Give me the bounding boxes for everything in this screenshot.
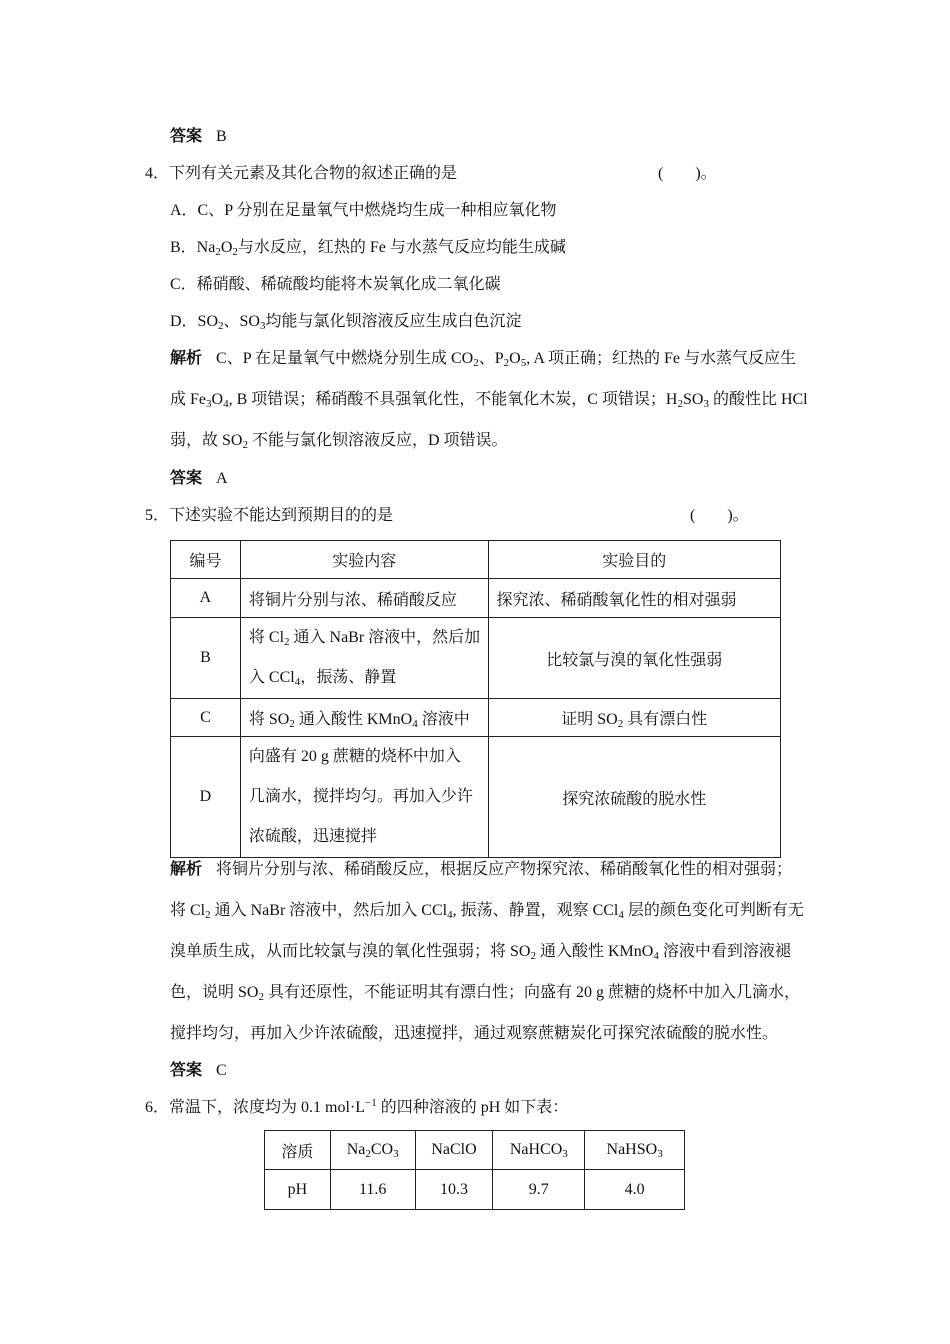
answer-label: 答案 bbox=[170, 128, 203, 145]
q4-stem bbox=[145, 164, 457, 184]
q4-analysis-line-3: 弱，故 $SO_2$ 不能与氯化钡溶液反应，D 项错误。 bbox=[170, 432, 508, 451]
q3-answer bbox=[170, 127, 227, 147]
q5-stem bbox=[145, 506, 393, 526]
header-purpose: 实验目的 bbox=[488, 541, 781, 579]
answer-value: B bbox=[216, 128, 227, 145]
q5-analysis-line-3: 溴单质生成，从而比较氯与溴的氧化性强弱；将 $SO_2$ 通入酸性 KMnO$_4$ 溶液中看到溶液褪 bbox=[170, 943, 791, 962]
q5-answer bbox=[170, 1061, 227, 1081]
q4-option-b: B．$Na_2O_2$与水反应，红热的 Fe 与水蒸气反应均能生成碱 bbox=[170, 239, 566, 258]
q4-option-a: A．C、P 分别在足量氧气中燃烧均生成一种相应氧化物 bbox=[170, 202, 557, 219]
table-header-row bbox=[171, 541, 781, 579]
table-row: D 向盛有 20 g 蔗糖的烧杯中加入 几滴水，搅拌均匀。再加入少许 浓硫酸，迅速搅拌 探究浓硫酸的脱水性 bbox=[171, 737, 781, 858]
answer-value: A bbox=[216, 470, 228, 487]
q5-analysis-line-5: 搅拌均匀，再加入少许浓硫酸，迅速搅拌，通过观察蔗糖炭化可探究浓硫酸的脱水性。 bbox=[170, 1025, 779, 1042]
q5-analysis-line-1: 解析 将铜片分别与浓、稀硝酸反应，根据反应产物探究浓、稀硝酸氧化性的相对强弱； bbox=[170, 861, 793, 878]
question-number: 6． bbox=[145, 1099, 170, 1116]
header-id: 编号 bbox=[171, 541, 241, 579]
q4-option-d: D．$SO_2$、$SO_3$均能与氯化钡溶液反应生成白色沉淀 bbox=[170, 313, 522, 332]
analysis-label: 解析 bbox=[170, 350, 203, 367]
header-content: 实验内容 bbox=[240, 541, 488, 579]
answer-label: 答案 bbox=[170, 470, 203, 487]
q6-stem: 6．常温下，浓度均为 0.1 $mol\cdot L^{-1}$ 的四种溶液的 pH 如下表： bbox=[145, 1097, 569, 1116]
q5-answer-paren: ( )。 bbox=[690, 507, 749, 524]
q4-analysis-line-1: 解析 C、P 在足量氧气中燃烧分别生成 $CO_2$、$P_2O_5$, A 项正确；红热的 Fe 与水蒸气反应生 bbox=[170, 350, 796, 369]
q5-analysis-line-4: 色，说明 $SO_2$ 具有还原性，不能证明其有漂白性；向盛有 20 g 蔗糖的烧杯中加入几滴水， bbox=[170, 984, 800, 1003]
q4-answer-paren: ( )。 bbox=[658, 165, 717, 182]
answer-value: C bbox=[216, 1062, 227, 1079]
table-row: pH 11.6 10.3 9.7 4.0 bbox=[265, 1170, 685, 1210]
q6-ph-table bbox=[264, 1130, 685, 1210]
question-number: 4． bbox=[145, 165, 170, 182]
table-row: C 将 $SO_2$ 通入酸性 KMnO$_4$ 溶液中 证明 $SO_2$ 具有漂白性 bbox=[171, 699, 781, 737]
question-text: 下述实验不能达到预期目的的是 bbox=[169, 507, 394, 524]
q4-analysis-line-2: 成 $Fe_3O_4$, B 项错误；稀硝酸不具强氧化性，不能氧化木炭，C 项错误；$H_2SO_3$ 的酸性比 HCl bbox=[170, 391, 808, 410]
table-row: A 将铜片分别与浓、稀硝酸反应 探究浓、稀硝酸氧化性的相对强弱 bbox=[171, 579, 781, 618]
table-row: B 将 $Cl_2$ 通入 NaBr 溶液中，然后加 入 CCl$_4$，振荡、静置 比较氯与溴的氧化性强弱 bbox=[171, 618, 781, 699]
q4-option-c: C．稀硝酸、稀硫酸均能将木炭氧化成二氧化碳 bbox=[170, 276, 501, 293]
q5-experiment-table bbox=[170, 540, 781, 858]
question-number: 5． bbox=[145, 507, 170, 524]
answer-label: 答案 bbox=[170, 1062, 203, 1079]
analysis-label: 解析 bbox=[170, 861, 203, 878]
q4-answer bbox=[170, 469, 228, 489]
q5-analysis-line-2: 将 $Cl_2$ 通入 NaBr 溶液中，然后加入 CCl$_4$, 振荡、静置，观察 CCl$_4$ 层的颜色变化可判断有无 bbox=[170, 902, 804, 921]
table-header-row: 溶质 $Na_2CO_3$ NaClO NaHCO$_3$ NaHSO$_3$ bbox=[265, 1131, 685, 1170]
question-text: 下列有关元素及其化合物的叙述正确的是 bbox=[169, 165, 458, 182]
